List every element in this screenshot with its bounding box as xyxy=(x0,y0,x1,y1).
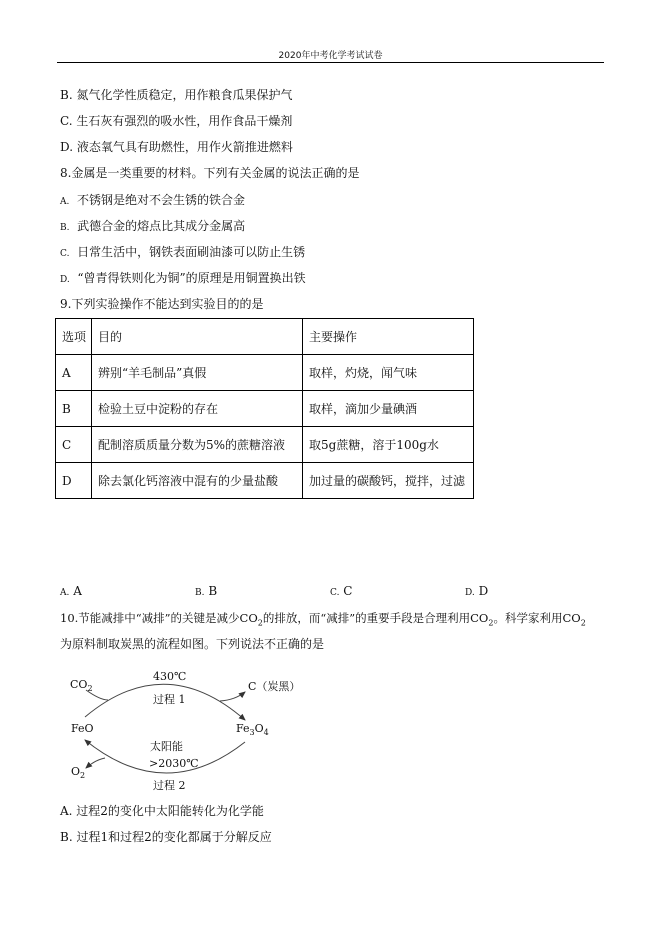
carbon-out-arrow xyxy=(220,692,245,701)
q10-option-b: B. 过程1和过程2的变化都属于分解反应 xyxy=(60,830,272,844)
question-10-line2: 为原料制取炭黑的流程如图。下列说法不正确的是 xyxy=(60,637,325,651)
question-9: 9.下列实验操作不能达到实验目的的是 xyxy=(60,297,264,311)
o2-out-arrow xyxy=(86,758,105,768)
q10-option-a: A. 过程2的变化中太阳能转化为化学能 xyxy=(60,804,264,818)
q9-option-c: C. C xyxy=(330,584,353,598)
q9-option-d: D. D xyxy=(465,584,489,598)
q9-option-a: A. A xyxy=(60,584,82,598)
question-10-line1: 10.节能减排中“减排”的关键是减少$CO_2$的排放，而“减排”的重要手段是合理利用$CO_2$。科学家利用$CO_2$ xyxy=(60,611,586,628)
fe3o4-label: $Fe_3O_4$ xyxy=(236,722,269,738)
table-row: D 除去氯化钙溶液中混有的少量盐酸 加过量的碳酸钙，搅拌，过滤 xyxy=(56,463,474,499)
feo-label: FeO xyxy=(71,722,94,735)
temp1-label: 430℃ xyxy=(153,670,187,683)
process1-label: 过程 1 xyxy=(153,693,186,706)
q8-option-a: A. 不锈钢是绝对不会生锈的铁合金 xyxy=(60,193,246,207)
q9-option-b: B. B xyxy=(195,584,218,598)
temp2-label: >2030℃ xyxy=(149,757,199,770)
o2-label: $O_2$ xyxy=(71,765,86,781)
page-header: 2020年中考化学考试试卷 xyxy=(278,51,383,61)
co2-label: $CO_2$ xyxy=(70,678,93,694)
header-cell: 主要操作 xyxy=(303,319,474,355)
q7-option-c: C. 生石灰有强烈的吸水性，用作食品干燥剂 xyxy=(60,114,293,128)
process2-label: 过程 2 xyxy=(153,779,186,792)
header-cell: 选项 xyxy=(56,319,92,355)
q7-option-d: D. 液态氧气具有助燃性，用作火箭推进燃料 xyxy=(60,140,293,154)
table-row: A 辨别“羊毛制品”真假 取样，灼烧，闻气味 xyxy=(56,355,474,391)
header-cell: 目的 xyxy=(92,319,303,355)
solar-label: 太阳能 xyxy=(150,740,183,753)
q8-option-d: D. “曾青得铁则化为铜”的原理是用铜置换出铁 xyxy=(60,271,306,285)
q8-option-b: B. 武德合金的熔点比其成分金属高 xyxy=(60,219,246,233)
question-8: 8.金属是一类重要的材料。下列有关金属的说法正确的是 xyxy=(60,166,360,180)
table-row: B 检验土豆中淀粉的存在 取样，滴加少量碘酒 xyxy=(56,391,474,427)
table-row: C 配制溶质质量分数为5%的蔗糖溶液 取5g蔗糖，溶于100g水 xyxy=(56,427,474,463)
carbon-label: C（炭黑） xyxy=(248,680,301,693)
q8-option-c: C. 日常生活中，钢铁表面刷油漆可以防止生锈 xyxy=(60,245,306,259)
q7-option-b: B. 氮气化学性质稳定，用作粮食瓜果保护气 xyxy=(60,88,293,102)
